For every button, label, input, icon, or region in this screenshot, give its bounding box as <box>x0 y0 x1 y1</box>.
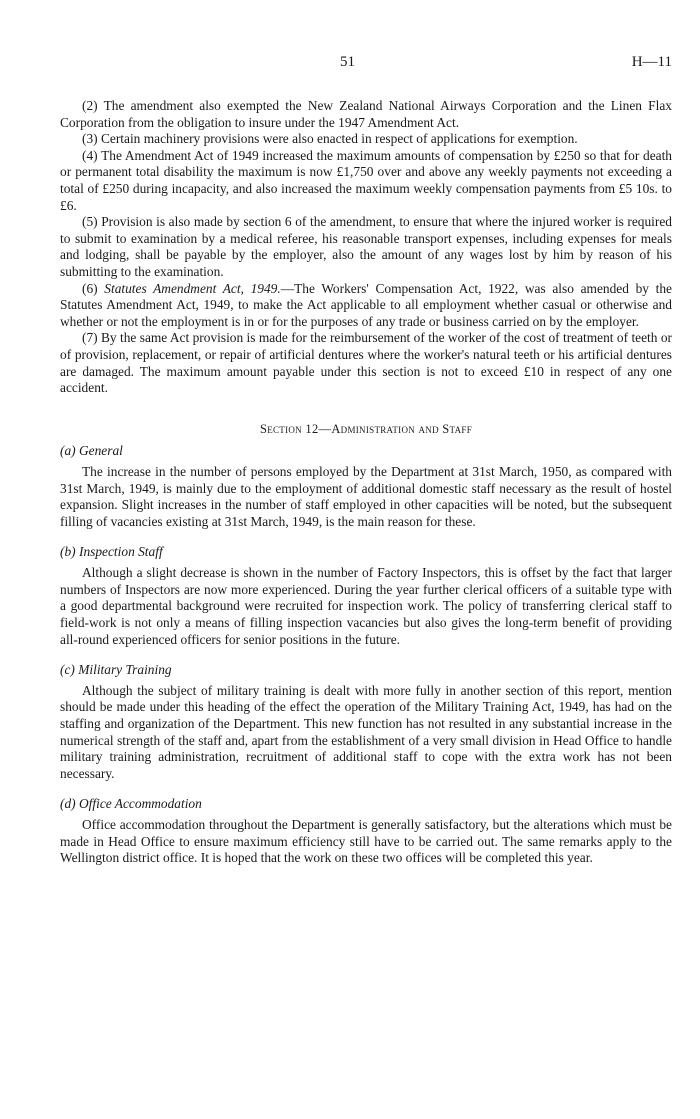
section-title: Administration and Staff <box>331 421 473 436</box>
paragraph-4: (4) The Amendment Act of 1949 increased the maximum amounts of compensation by £250 so that for death or permanent total disability the maximum is now £1,750 over and above any weekly payments not exceeding a total of £250 during incapacity, and also increased the maximum weekly compensation payments from £5 10s. to £6. <box>60 147 672 213</box>
subheading-office-accommodation <box>60 796 672 813</box>
subheading-label: (b) <box>60 544 76 560</box>
paragraph-6-prefix: (6) <box>82 280 105 296</box>
report-code: H—11 <box>631 54 672 70</box>
paragraph-6 <box>60 281 672 331</box>
paragraph-2: (2) The amendment also exempted the New Zealand National Airways Corporation and the Linen Flax Corporation from the obligation to insure under the 1947 Amendment Act. <box>60 98 672 130</box>
section-heading <box>60 421 672 438</box>
subheading-title: Inspection Staff <box>78 544 163 560</box>
section-number: Section 12 <box>259 421 319 436</box>
subheading-label: (a) <box>60 443 76 459</box>
subheading-general <box>60 443 672 460</box>
paragraph-general: The increase in the number of persons employed by the Department at 31st March, 1950, as compared with 31st March, 1949, is mainly due to the employment of additional domestic staff necessary as the result of hostel expansion. Slight increases in the number of staff employed in other capacities will be noted, but the subsequent filling of vacancies existing at 31st March, 1949, is the main reason for these. <box>60 464 672 529</box>
subheading-title: General <box>78 443 123 459</box>
paragraph-3: (3) Certain machinery provisions were also enacted in respect of applications for exemption. <box>82 131 578 147</box>
section-dash: — <box>318 421 332 436</box>
paragraph-inspection-staff: Although a slight decrease is shown in the number of Factory Inspectors, this is offset by the fact that larger numbers of Inspectors are now more experienced. During the year further clerical officers of a suitable type with a good departmental background were recruited for inspection work. The policy of transferring clerical staff to field-work is not only a means of filling inspection vacancies but also gives the long-term benefit of providing all-round experienced officers for senior positions in the future. <box>60 565 672 647</box>
paragraph-office-accommodation: Office accommodation throughout the Department is generally satisfactory, but the alterations which must be made in Head Office to ensure maximum efficiency still have to be carried out. The same remarks apply to the Wellington district office. It is hoped that the work on these two offices will be completed this year. <box>60 817 672 866</box>
subheading-label: (d) <box>60 796 76 812</box>
paragraph-military-training: Although the subject of military training is dealt with more fully in another section of this report, mention should be made under this heading of the effect the operation of the Military Training Act, 1949, has had on the staffing and organization of the Department. This new function has not resulted in any substantial increase in the numerical strength of the staff and, apart from the establishment of a very small division in Head Office to handle military training administration, recruitment of additional staff to cope with the extra work has not been necessary. <box>60 682 672 781</box>
subheading-inspection-staff <box>60 544 672 561</box>
subheading-military-training <box>60 662 672 679</box>
subheading-label: (c) <box>60 662 75 678</box>
subheading-title: Office Accommodation <box>78 796 202 812</box>
page-number: 51 <box>340 54 355 70</box>
paragraph-6-act-title: Statutes Amendment Act, 1949. <box>104 280 281 296</box>
page-header <box>60 40 672 70</box>
paragraph-5: (5) Provision is also made by section 6 of the amendment, to ensure that where the injured worker is required to submit to examination by a medical referee, his reasonable transport expenses, including expenses for meals and lodging, shall be payable by the employer, also the amount of any wages lost by him by reason of his submitting to the examination. <box>60 214 672 279</box>
document-body <box>60 98 672 867</box>
paragraph-6-text: —The Workers' Compensation Act, 1922, was also amended by the Statutes Amendment Act, 1949, to make the Act applicable to all employment whether casual or otherwise and whether or not the employment is in or for the purposes of any trade or business carried on by the employer. <box>60 280 672 329</box>
subheading-title: Military Training <box>78 662 172 678</box>
paragraph-7: (7) By the same Act provision is made for the reimbursement of the worker of the cost of treatment of teeth or of provision, replacement, or repair of artificial dentures where the worker's natural teeth or his artificial dentures are damaged. The maximum amount payable under this section is not to exceed £10 in respect of any one accident. <box>60 330 672 396</box>
